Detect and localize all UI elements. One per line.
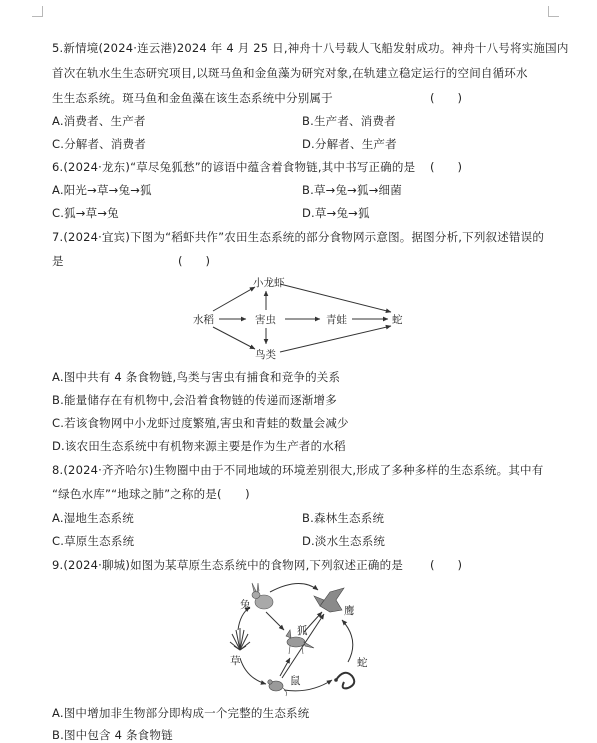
arrow-rabbit-to-eagle: [270, 583, 318, 592]
q8-option-b: B.森林生态系统: [302, 511, 385, 525]
q6-option-c: C.狐→草→兔: [52, 206, 119, 220]
arrow-rabbit-to-fox: [266, 612, 284, 630]
q8-option-d: D.淡水生态系统: [302, 534, 386, 548]
node-eagle: 鹰: [344, 605, 355, 617]
q5-line-1: 5.新情境(2024·连云港)2024 年 4 月 25 日,神舟十八号载人飞船发射成功。神舟十八号将实施国内: [52, 41, 569, 55]
q9-line-1: 9.(2024·聊城)如图为某草原生态系统中的食物网,下列叙述正确的是: [52, 558, 404, 572]
q7-option-d: D.该农田生态系统中有机物来源主要是作为生产者的水稻: [52, 439, 346, 453]
q5-option-c: C.分解者、消费者: [52, 137, 146, 151]
q6-option-a: A.阳光→草→兔→狐: [52, 183, 152, 197]
q7-option-b: B.能量储存在有机物中,会沿着食物链的传递而逐渐增多: [52, 393, 337, 407]
q7-answer-paren: ( ): [178, 254, 210, 268]
arrow-snake-to-eagle: [342, 620, 353, 662]
q5-answer-paren: ( ): [430, 91, 462, 105]
node-rice: 水稻: [193, 314, 214, 326]
node-fox: 狐: [297, 625, 308, 637]
eagle-icon: [314, 588, 344, 612]
node-mouse: 鼠: [290, 675, 301, 687]
snake-icon: [334, 673, 354, 689]
q6-answer-paren: ( ): [430, 160, 462, 174]
node-snake: 蛇: [392, 314, 403, 326]
q8-option-c: C.草原生态系统: [52, 534, 135, 548]
q8-line-2: “绿色水库”“地球之肺”之称的是( ): [52, 487, 250, 501]
q6-option-b: B.草→兔→狐→细菌: [302, 183, 402, 197]
node-bird: 鸟类: [255, 349, 276, 361]
rabbit-icon: [252, 583, 273, 609]
q9-option-a: A.图中增加非生物部分即构成一个完整的生态系统: [52, 706, 310, 720]
node-pest: 害虫: [255, 314, 276, 326]
q9-option-b: B.图中包含 4 条食物链: [52, 728, 173, 742]
arrow-mouse-to-eagle: [282, 614, 324, 678]
q5-option-b: B.生产者、消费者: [302, 114, 396, 128]
node-grass: 草: [230, 655, 241, 667]
node-snake: 蛇: [357, 657, 368, 669]
q6-line-1: 6.(2024·龙东)“草尽兔狐愁”的谚语中蕴含着食物链,其中书写正确的是: [52, 160, 416, 174]
q7-line-1: 7.(2024·宜宾)下图为“稻虾共作”农田生态系统的部分食物网示意图。据图分析,下列叙述错误的: [52, 230, 545, 244]
node-frog: 青蛙: [326, 314, 347, 326]
arrow-grass-to-mouse: [240, 658, 266, 684]
q9-answer-paren: ( ): [430, 558, 462, 572]
mouse-icon: [268, 680, 287, 696]
q6-option-d: D.草→兔→狐: [302, 206, 370, 220]
q5-option-d: D.分解者、生产者: [302, 137, 397, 151]
q8-line-1: 8.(2024·齐齐哈尔)生物圈中由于不同地域的环境差别很大,形成了多种多样的生态系统。其中有: [52, 463, 544, 477]
node-shrimp: 小龙虾: [253, 277, 285, 289]
node-rabbit: 兔: [240, 599, 251, 611]
grass-icon: [230, 628, 250, 650]
q5-line-2: 首次在轨水生生态研究项目,以斑马鱼和金鱼藻为研究对象,在轨建立稳定运行的空间自循环水: [52, 66, 528, 80]
q7-line-2: 是: [52, 254, 64, 268]
q5-line-3: 生生态系统。斑马鱼和金鱼藻在该生态系统中分别属于: [52, 91, 333, 105]
q7-option-a: A.图中共有 4 条食物链,鸟类与害虫有捕食和竞争的关系: [52, 370, 341, 384]
q7-option-c: C.若该食物网中小龙虾过度繁殖,害虫和青蛙的数量会减少: [52, 416, 349, 430]
q5-option-a: A.消费者、生产者: [52, 114, 146, 128]
q8-option-a: A.湿地生态系统: [52, 511, 134, 525]
